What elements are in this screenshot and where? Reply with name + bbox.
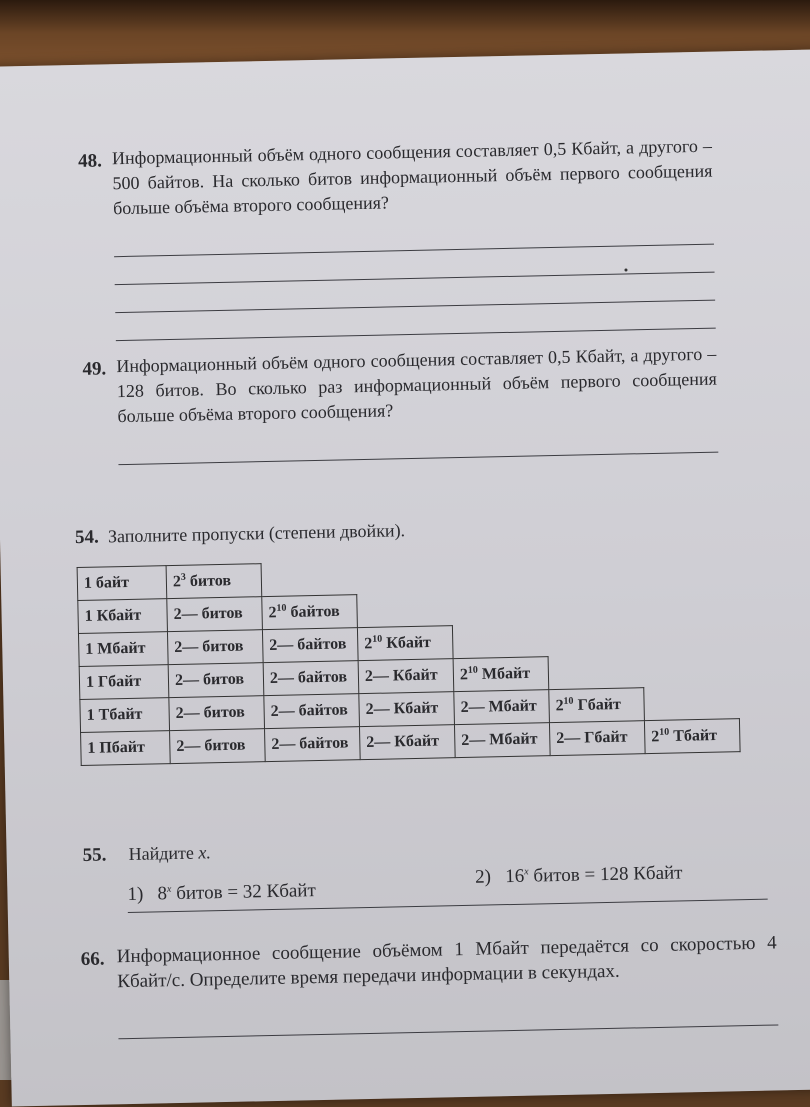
empty-cell [546,556,642,591]
blank-cell[interactable]: 2— байтов [263,661,359,696]
problem-48 [0,129,810,219]
empty-cell [357,593,453,628]
blank-cell[interactable]: 2— Кбайт [359,725,455,760]
empty-cell [643,653,739,688]
answer-line[interactable] [114,244,714,258]
worksheet-page [0,49,810,1106]
empty-cell [547,622,643,657]
empty-cell [547,589,643,624]
exponent: 10 [372,633,383,646]
exponent: 3 [180,572,186,584]
empty-cell [261,562,357,597]
problem-text: Информационный объём одного сообщения составляет 0,5 Кбайт, а другого – 128 битов. Во сколько раз информационный объём первого сообщения больше объёма второго сообщения? [116,343,717,427]
answer-line[interactable] [115,272,715,286]
problem-text: Заполните пропуски (степени двойки). [107,520,406,547]
blank-cell[interactable]: 2— битов [167,597,263,632]
variable-x: x. [198,842,212,863]
exponent: 10 [276,602,287,615]
problem-text: Информационный объём одного сообщения составляет 0,5 Кбайт, а другого – 500 байтов. На сколько битов информационный объём первого сообщения больше объёма второго сообщения? [111,135,713,219]
blank-cell[interactable]: 2— Гбайт [549,721,645,756]
equation-1: 1) 8$^x$ битов = 32 Кбайт [127,880,316,906]
problem-66 [8,927,810,993]
unit-cell: 1 Мбайт [78,632,168,667]
empty-cell [356,560,452,595]
problem-number: 49. [82,358,107,380]
pencil-mark [624,268,627,271]
empty-cell [548,655,644,690]
blank-cell[interactable]: 2— битов [169,696,265,731]
problem-number: 66. [80,948,105,971]
powers-table [77,553,741,766]
blank-cell[interactable]: 2— Мбайт [454,690,550,725]
blank-cell[interactable]: 2— Мбайт [454,723,550,758]
equation-2: 2) 16$^x$ битов = 128 Кбайт [474,862,683,888]
given-cell: $2^{10}$ байтов [262,595,358,630]
unit-cell: 1 Тбайт [80,698,170,733]
exponent: 10 [659,726,670,739]
answer-line[interactable] [118,1024,778,1039]
given-cell: $2^{10}$ Гбайт [549,688,645,723]
empty-cell [642,587,738,622]
unit-cell: 1 Кбайт [78,599,168,634]
problem-number: 54. [74,526,99,549]
given-cell: $2^{10}$ Тбайт [644,719,740,754]
empty-cell [452,624,548,659]
unit-cell: 1 байт [77,566,167,601]
blank-cell[interactable]: 2— Кбайт [358,659,454,694]
blank-cell[interactable]: 2— битов [168,663,264,698]
empty-cell [451,558,547,593]
exponent: 10 [563,695,574,708]
answer-line[interactable] [118,452,718,466]
unit-cell: 1 Пбайт [81,731,171,766]
problem-55 [6,829,810,906]
blank-cell[interactable]: 2— битов [167,630,263,665]
given-cell: $2^{10}$ Кбайт [357,626,453,661]
empty-cell [644,686,740,721]
empty-cell [642,620,738,655]
given-cell: $2^3$ битов [166,564,262,599]
problem-number: 48. [77,150,103,172]
blank-cell[interactable]: 2— байтов [262,628,358,663]
blank-cell[interactable]: 2— байтов [265,727,361,762]
blank-cell[interactable]: 2— Кбайт [359,692,455,727]
empty-cell [452,591,548,626]
problem-text: Информационное сообщение объёмом 1 Мбайт передаётся со скоростью 4 Кбайт/с. Определите время передачи информации в секундах. [116,932,777,993]
answer-line[interactable] [115,300,715,314]
problem-54 [0,511,810,757]
problem-text: Найдите x. [128,842,212,865]
blank-cell[interactable]: 2— байтов [264,694,360,729]
problem-number: 55. [82,844,107,866]
exponent: 10 [467,664,478,677]
empty-cell [641,554,737,589]
answer-line[interactable] [116,328,716,342]
given-cell: $2^{10}$ Мбайт [453,657,549,692]
unit-cell: 1 Гбайт [79,665,169,700]
blank-cell[interactable]: 2— битов [170,729,266,764]
